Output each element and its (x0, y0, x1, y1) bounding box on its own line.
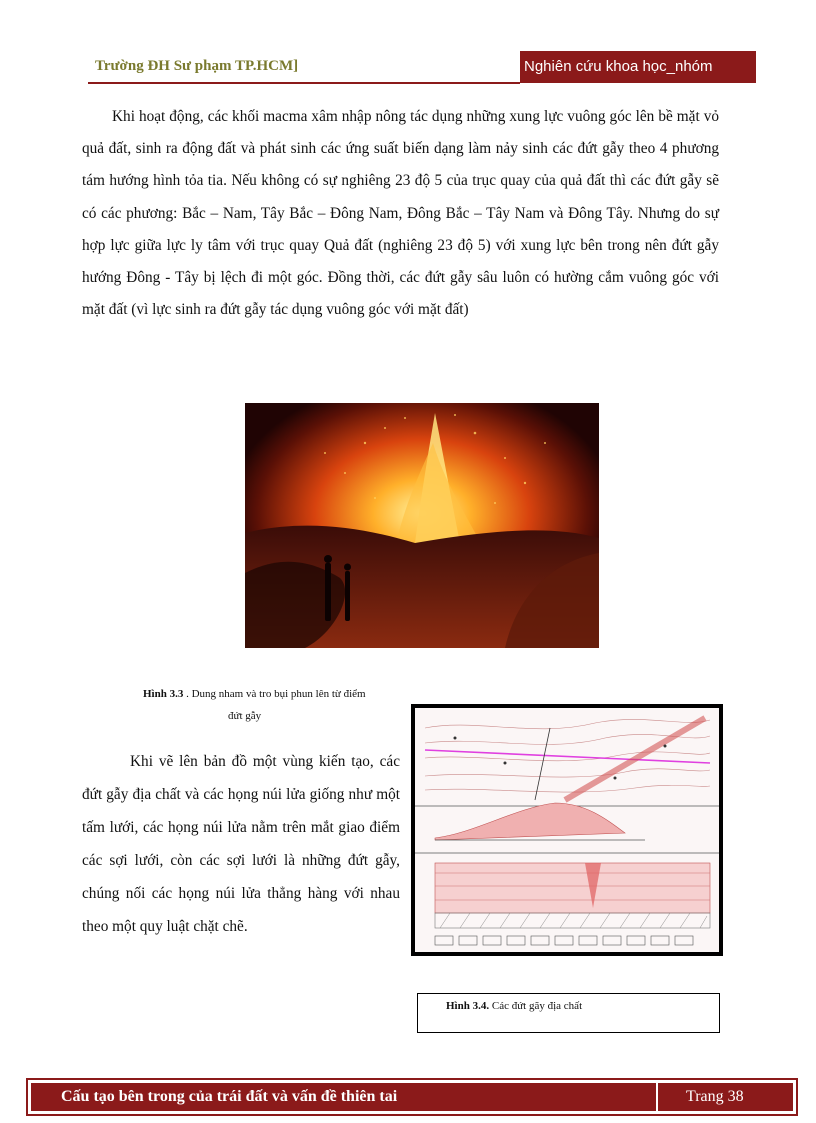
figure-3-3-label: Hình 3.3 (143, 688, 184, 700)
figure-3-4-caption (417, 993, 720, 1033)
footer-bar (31, 1083, 793, 1111)
header-school: Trường ĐH Sư phạm TP.HCM] (95, 58, 299, 74)
page-number: Trang 38 (686, 1088, 744, 1105)
figure-3-3-caption (143, 683, 413, 727)
footer-title: Cấu tạo bên trong của trái đất và vấn đề thiên tai (61, 1088, 398, 1105)
footer-separator (656, 1083, 658, 1111)
header-topic: Nghiên cứu khoa học_nhóm (520, 51, 756, 83)
figure-3-4-caption-text: Các đứt gãy địa chất (489, 1000, 583, 1012)
header-rule (88, 82, 520, 84)
body-paragraph-1: Khi hoạt động, các khối macma xâm nhập nông tác dụng những xung lực vuông góc lên bề mặt vỏ quả đất, sinh ra động đất và phát sinh các ứng suất biến dạng làm nảy sinh các đứt gẫy theo 4 phương tám hướng hình tỏa tia. Nếu không có sự nghiêng 23 độ 5 của trục quay của quả đất thì các đứt gẫy sẽ có các phương: Bắc – Nam, Tây Bắc – Đông Nam, Đông Bắc – Tây Nam và Đông Tây. Nhưng do sự hợp lực giữa lực ly tâm với trục quay Quả đất (nghiêng 23 độ 5) với xung lực bên trong nên đứt gẫy hướng Đông - Tây bị lệch đi một góc. Đồng thời, các đứt gẫy sâu luôn có hường cắm vuông góc với mặt đất (vì lực sinh ra đứt gẫy tác dụng vuông góc với mặt đất) (82, 108, 719, 319)
figure-3-3-caption-line2: đứt gẫy (228, 710, 262, 722)
figure-3-4-label: Hình 3.4. (446, 1000, 490, 1012)
page-footer (26, 1078, 798, 1116)
lava-eruption-photo (245, 403, 599, 648)
body-paragraph-2: Khi vẽ lên bản đồ một vùng kiến tạo, các đứt gẫy địa chất và các họng núi lửa giống như một tấm lưới, các họng núi lửa nằm trên mắt giao điểm các sợi lưới, còn các sợi lưới là những đứt gẫy, chúng nối các họng núi lửa thẳng hàng với nhau theo một quy luật chặt chẽ. (82, 753, 400, 935)
geologic-fault-map (411, 704, 723, 956)
figure-3-3-caption-line1: . Dung nham và tro bụi phun lên từ điểm (183, 688, 366, 700)
